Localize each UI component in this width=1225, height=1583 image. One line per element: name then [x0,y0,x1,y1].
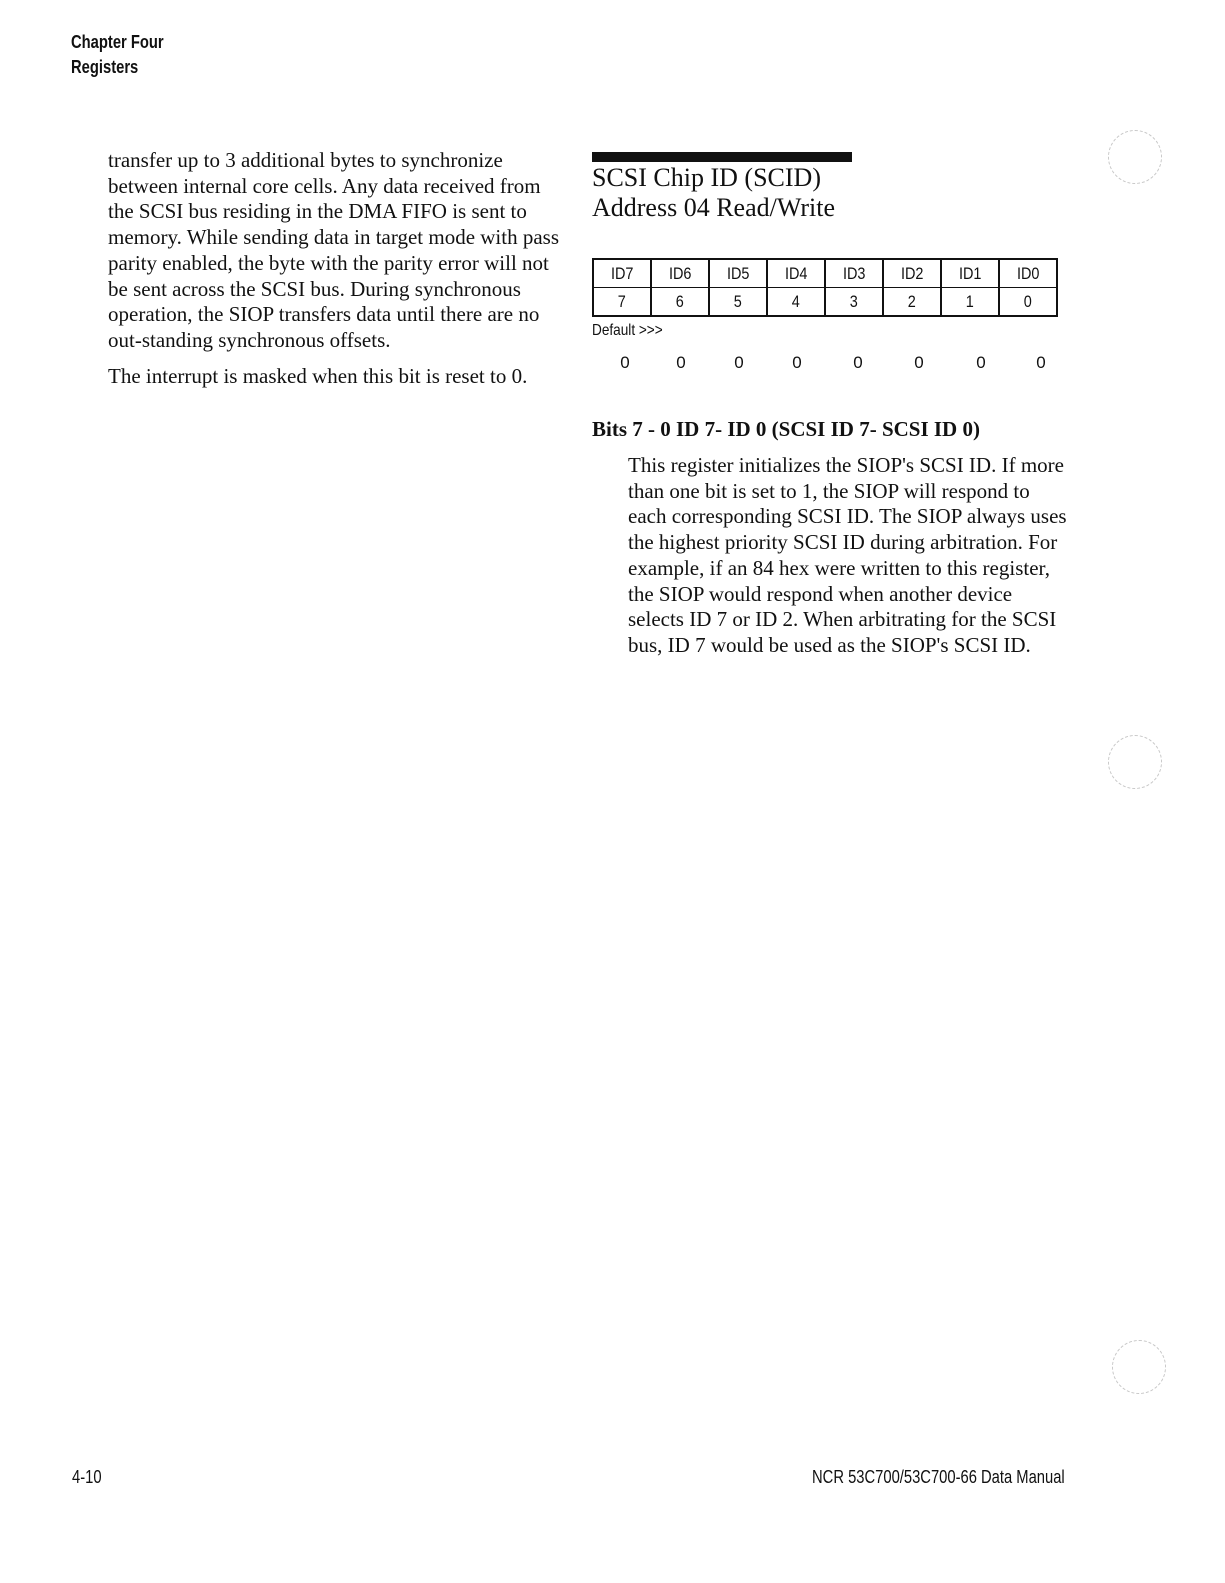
running-header [71,30,164,80]
bit-number-cell: 0 [999,288,1057,317]
default-value: 0 [620,353,630,372]
manual-title: NCR 53C700/53C700-66 Data Manual [812,1467,1065,1487]
default-value: 0 [1036,353,1046,372]
default-value: 0 [676,353,686,372]
binder-hole-mark [1108,735,1162,789]
bit-number-cell: 5 [709,288,767,317]
bit-number-cell: 1 [941,288,999,317]
chapter-label: Chapter Four [71,32,164,52]
register-title: SCSI Chip ID (SCID) [592,163,821,192]
bit-number-row [593,288,1057,317]
bits-description: This register initializes the SIOP's SCSI ID. If more than one bit is set to 1, the SIOP will respond to each corresponding SCSI ID. The SIOP always uses the highest priority SCSI ID during arbitration. For example, if an 84 hex were written to this register, the SIOP would respond when another device selects ID 7 or ID 2. When arbitrating for the SCSI bus, ID 7 would be used as the SIOP's SCSI ID. [628,453,1067,657]
binder-hole-mark [1108,130,1162,184]
bit-number-cell: 2 [883,288,941,317]
field-row [593,259,1057,288]
left-column [108,148,560,399]
field-cell: ID0 [999,259,1057,288]
field-cell: ID5 [709,259,767,288]
bit-number-cell: 3 [825,288,883,317]
field-cell: ID6 [651,259,709,288]
body-paragraph: The interrupt is masked when this bit is reset to 0. [108,363,528,388]
bit-number-cell: 7 [593,288,651,317]
bit-number-cell: 4 [767,288,825,317]
register-address: Address 04 Read/Write [592,193,836,222]
default-value: 0 [914,353,924,372]
page-number: 4-10 [72,1467,102,1487]
default-label: Default >>> [592,322,663,339]
register-bit-table [592,258,1058,317]
field-cell: ID1 [941,259,999,288]
default-value: 0 [976,353,986,372]
field-cell: ID4 [767,259,825,288]
bit-number-cell: 6 [651,288,709,317]
field-cell: ID3 [825,259,883,288]
field-cell: ID7 [593,259,651,288]
field-cell: ID2 [883,259,941,288]
section-label: Registers [71,57,139,77]
register-title-bar [592,152,852,162]
body-paragraph: transfer up to 3 additional bytes to synchronize between internal core cells. Any data received from the SCSI bus residing in the DMA FIFO is sent to memory. While sending data in target mode with pass parity enabled, the byte with the parity error will not be sent across the SCSI bus. During synchronous operation, the SIOP transfers data until there are no out-standing synchronous offsets. [108,148,560,352]
default-value: 0 [853,353,863,372]
bits-heading: Bits 7 - 0 ID 7- ID 0 (SCSI ID 7- SCSI ID 0) [592,417,980,441]
default-value: 0 [734,353,744,372]
binder-hole-mark [1112,1340,1166,1394]
default-value: 0 [792,353,802,372]
register-title-block [592,163,835,223]
